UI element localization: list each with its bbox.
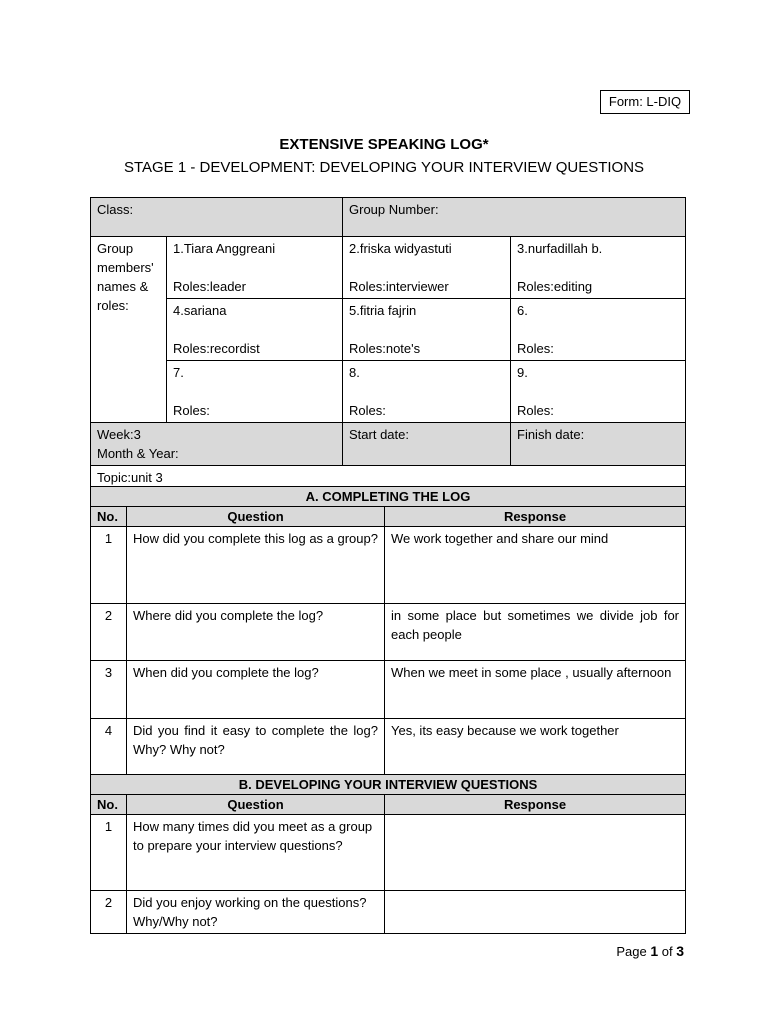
member-role: Roles:	[517, 341, 554, 356]
question-cell: Did you find it easy to complete the log? Why? Why not?	[127, 719, 385, 777]
week-label: Week:3	[97, 427, 141, 442]
member-role: Roles:	[349, 403, 386, 418]
question-cell: Did you enjoy working on the questions? Why/Why not?	[127, 891, 385, 934]
response-cell: in some place but sometimes we divide job for each people	[385, 604, 686, 661]
member-role: Roles:note's	[349, 341, 421, 356]
member-cell	[511, 299, 686, 361]
row-number: 4	[91, 719, 127, 777]
members-label-cell: Group members' names & roles:	[91, 237, 167, 423]
member-name: 4.sariana	[173, 303, 227, 318]
col-no-header: No.	[91, 795, 127, 815]
member-cell	[511, 237, 686, 299]
question-cell: How many times did you meet as a group to prepare your interview questions?	[127, 815, 385, 891]
table-row	[91, 815, 686, 891]
response-cell	[385, 815, 686, 891]
member-name: 6.	[517, 303, 528, 318]
row-number: 1	[91, 815, 127, 891]
response-cell: We work together and share our mind	[385, 527, 686, 604]
section-b-table	[90, 774, 686, 934]
col-question-header: Question	[127, 795, 385, 815]
col-response-header: Response	[385, 795, 686, 815]
section-a-table	[90, 486, 686, 777]
finish-date-cell: Finish date:	[511, 423, 686, 466]
row-number: 2	[91, 604, 127, 661]
member-cell	[167, 237, 343, 299]
member-cell	[343, 237, 511, 299]
table-row	[91, 719, 686, 777]
member-name: 8.	[349, 365, 360, 380]
start-date-cell: Start date:	[343, 423, 511, 466]
member-cell	[511, 361, 686, 423]
page-footer	[616, 943, 684, 959]
member-role: Roles:interviewer	[349, 279, 449, 294]
of-word: of	[661, 944, 673, 959]
member-cell	[343, 361, 511, 423]
question-cell: How did you complete this log as a group?	[127, 527, 385, 604]
table-row	[91, 891, 686, 934]
page-word: Page	[616, 944, 647, 959]
form-code-box: Form: L-DIQ	[600, 90, 690, 114]
question-cell: Where did you complete the log?	[127, 604, 385, 661]
row-number: 3	[91, 661, 127, 719]
class-cell: Class:	[91, 198, 343, 237]
document-subtitle: STAGE 1 - DEVELOPMENT: DEVELOPING YOUR INTERVIEW QUESTIONS	[123, 159, 645, 176]
group-number-cell: Group Number:	[343, 198, 686, 237]
page-total: 3	[676, 943, 684, 959]
member-role: Roles:	[517, 403, 554, 418]
section-a-heading: A. COMPLETING THE LOG	[91, 487, 686, 507]
member-cell	[167, 361, 343, 423]
member-name: 2.friska widyastuti	[349, 241, 452, 256]
col-response-header: Response	[385, 507, 686, 527]
col-no-header: No.	[91, 507, 127, 527]
month-year-label: Month & Year:	[97, 446, 179, 461]
row-number: 2	[91, 891, 127, 934]
response-cell: Yes, its easy because we work together	[385, 719, 686, 777]
row-number: 1	[91, 527, 127, 604]
col-question-header: Question	[127, 507, 385, 527]
response-cell	[385, 891, 686, 934]
response-cell: When we meet in some place , usually afternoon	[385, 661, 686, 719]
member-cell	[343, 299, 511, 361]
group-info-table	[90, 197, 686, 504]
table-row	[91, 661, 686, 719]
member-role: Roles:editing	[517, 279, 593, 294]
member-name: 5.fitria fajrin	[349, 303, 417, 318]
member-name: 7.	[173, 365, 184, 380]
member-role: Roles:	[173, 403, 210, 418]
week-cell	[91, 423, 343, 466]
member-name: 1.Tiara Anggreani	[173, 241, 276, 256]
table-row	[91, 604, 686, 661]
page-current: 1	[650, 943, 659, 959]
question-cell: When did you complete the log?	[127, 661, 385, 719]
document-title: EXTENSIVE SPEAKING LOG*	[279, 136, 489, 153]
table-row	[91, 527, 686, 604]
member-role: Roles:recordist	[173, 341, 260, 356]
member-role: Roles:leader	[173, 279, 246, 294]
member-name: 9.	[517, 365, 528, 380]
topic-cell: Topic:unit 3	[91, 466, 686, 504]
member-cell	[167, 299, 343, 361]
member-name: 3.nurfadillah b.	[517, 241, 603, 256]
section-b-heading: B. DEVELOPING YOUR INTERVIEW QUESTIONS	[91, 775, 686, 795]
